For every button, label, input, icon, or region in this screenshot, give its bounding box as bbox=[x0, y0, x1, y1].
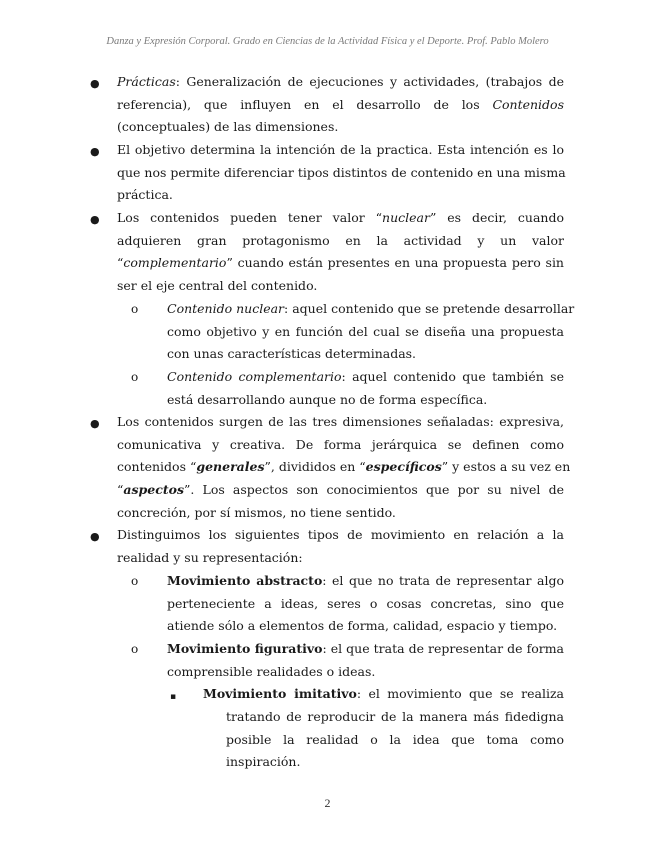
running-header: Danza y Expresión Corporal. Grado en Ciencias de la Actividad Física y el Deporte. Prof. Pablo Molero bbox=[106, 36, 549, 47]
bullet-level2: o bbox=[131, 642, 139, 656]
term-movimiento-imitativo: Movimiento imitativo bbox=[203, 686, 357, 701]
bullet-level1: ● bbox=[90, 77, 100, 90]
paragraph-movimiento-imitativo-first: Movimiento imitativo: el movimiento que se realiza bbox=[203, 686, 564, 701]
term-contenido-complementario: Contenido complementario bbox=[167, 369, 342, 384]
bullet-level1: ● bbox=[90, 417, 100, 430]
paragraph-movimiento-figurativo: Movimiento figurativo: el que trata de representar de forma comprensible realidades o ideas. bbox=[167, 641, 565, 679]
term-contenido-nuclear: Contenido nuclear bbox=[167, 301, 285, 316]
bullet-level1: ● bbox=[90, 530, 100, 543]
paragraph-movimiento-imitativo: tratando de reproducir de la manera más fidedigna posible la realidad o la idea que toma como inspiración. bbox=[226, 709, 564, 770]
bullet-level2: o bbox=[131, 302, 139, 316]
paragraph-contenido-complementario: Contenido complementario: aquel contenido que también se está desarrollando aunque no de forma específica. bbox=[167, 369, 564, 407]
term-movimiento-figurativo: Movimiento figurativo bbox=[167, 641, 323, 656]
paragraph-objetivo: El objetivo determina la intención de la practica. Esta intención es lo que nos permite diferenciar tipos distintos de contenido en una misma práctica. bbox=[117, 142, 566, 203]
term-movimiento-abstracto: Movimiento abstracto bbox=[167, 573, 323, 588]
bullet-level2: o bbox=[131, 370, 139, 384]
paragraph-movimiento-abstracto: Movimiento abstracto: el que no trata de representar algo perteneciente a ideas, seres o cosas concretas, sino que atiende sólo a elementos de forma, calidad, espacio y tiempo. bbox=[167, 573, 564, 634]
page-number: 2 bbox=[324, 796, 331, 810]
paragraph-practicas: Prácticas: Generalización de ejecuciones y actividades, (trabajos de referencia), que influyen en el desarrollo de los Contenidos (conceptuales) de las dimensiones. bbox=[117, 74, 564, 135]
bullet-level3: ▪ bbox=[170, 692, 177, 702]
paragraph-contenidos-valor: Los contenidos pueden tener valor “nuclear” es decir, cuando adquieren gran protagonismo en la actividad y un valor “complementario” cuando están presentes en una propuesta pero sin ser el eje central del contenido. bbox=[117, 210, 564, 294]
term-practicas: Prácticas bbox=[117, 74, 176, 89]
bullet-level1: ● bbox=[90, 213, 100, 226]
bullet-level1: ● bbox=[90, 145, 100, 158]
paragraph-tipos-movimiento: Distinguimos los siguientes tipos de movimiento en relación a la realidad y su representación: bbox=[117, 527, 564, 565]
paragraph-dimensiones: Los contenidos surgen de las tres dimensiones señaladas: expresiva, comunicativa y creativa. De forma jerárquica se definen como contenidos “generales”, divididos en “específicos” y estos a su vez en “aspectos”. Los aspectos son conocimientos que por su nivel de concreción, por sí mismos, no tiene sentido. bbox=[117, 414, 571, 520]
paragraph-contenido-nuclear: Contenido nuclear: aquel contenido que se pretende desarrollar como objetivo y en función del cual se diseña una propuesta con unas características determinadas. bbox=[167, 301, 575, 362]
bullet-level2: o bbox=[131, 574, 139, 588]
